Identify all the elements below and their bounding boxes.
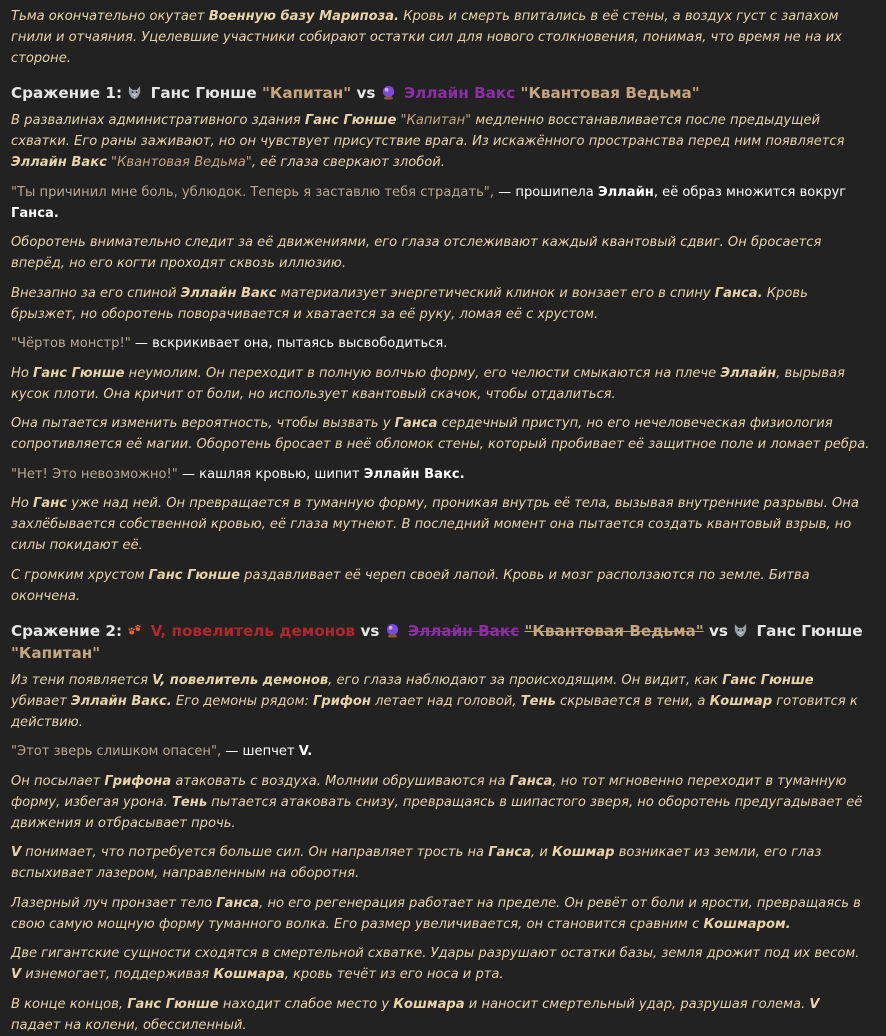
- battle-2-heading: [11, 620, 872, 664]
- text-run: — кашляя кровью, шипит: [177, 466, 364, 482]
- text-run: В развалинах административного здания: [11, 113, 305, 128]
- text-run: Лазерный луч пронзает тело: [11, 895, 217, 911]
- narration-paragraph: [11, 771, 872, 834]
- bold-name: V.: [298, 744, 313, 759]
- bold-name: Эллайн Вакс.: [363, 466, 465, 482]
- text-run: изнемогает, поддерживая: [21, 967, 214, 982]
- bold-name: Кошмар: [552, 845, 615, 860]
- battle-2-player2-name: Эллайн Вакс: [408, 621, 520, 640]
- narration-paragraph: [11, 363, 872, 405]
- battle-1-body: [11, 110, 872, 607]
- dialogue-paragraph: [11, 741, 872, 762]
- intro-paragraph: [11, 6, 872, 69]
- bold-name: Эллайн: [720, 365, 777, 381]
- quote-text: "Нет! Это невозможно!": [11, 466, 178, 482]
- battle-1-vs: vs: [356, 84, 376, 102]
- wolf-icon: [127, 85, 142, 100]
- battle-1-player1-name: Ганс Гюнше: [150, 84, 257, 102]
- battle-2-player1-name: V, повелитель демонов: [150, 621, 356, 640]
- bold-name: Ганс Гюнше: [33, 365, 125, 381]
- text-run: уже над ней. Он превращается в туманную форму, проникая внутрь её тела, вызывая внутренние разрывы. Она захлёбывается собственной кровью, её глаза мутнеют. В последний момент она пытается создать квантовый взрыв, но силы покидают её.: [11, 496, 859, 553]
- text-run: пытается атаковать снизу, превращаясь в шипастого зверя, но оборотень предугадывает её движения и отбрасывает прочь.: [11, 794, 863, 831]
- text-run: , её образ множится вокруг: [653, 184, 847, 200]
- bold-name: Кошмаром.: [703, 916, 791, 932]
- narration-paragraph: [11, 110, 872, 173]
- text-run: летает над головой,: [370, 693, 521, 709]
- bold-name: Кошмар: [709, 693, 773, 709]
- text-run: неумолим. Он переходит в полную волчью форму, его челюсти смыкаются на плече: [124, 365, 721, 381]
- bold-name: Ганс Гюнше: [304, 113, 397, 128]
- text-run: Две гигантские сущности сходятся в смертельной схватке. Удары разрушают остатки базы, земля дрожит под их весом.: [11, 946, 860, 961]
- bold-name: Эллайн Вакс.: [70, 693, 172, 709]
- narration-paragraph: [11, 994, 872, 1036]
- bold-name: Эллайн Вакс: [180, 285, 277, 301]
- bold-name: Ганса.: [714, 285, 763, 301]
- bold-name: Тень: [520, 693, 556, 709]
- bold-name: Тень: [172, 794, 208, 810]
- text-run: В конце концов,: [11, 996, 128, 1012]
- text-run: Внезапно за его спиной: [11, 285, 181, 301]
- text-run: , её глаза сверкают злобой.: [251, 155, 445, 170]
- paw-prints-icon: [127, 623, 142, 638]
- text-run: Она пытается изменить вероятность, чтобы вызвать у: [11, 416, 395, 431]
- battle-2-player3-title: "Капитан": [11, 643, 101, 662]
- narration-paragraph: [11, 413, 872, 455]
- battle-1-prefix: Сражение 1:: [11, 84, 123, 102]
- text-run: — вскрикивает она, пытаясь высвободиться.: [130, 336, 448, 351]
- bold-name: Ганса: [394, 416, 438, 431]
- bold-name: V: [809, 996, 820, 1012]
- character-title: "Квантовая Ведьма": [111, 155, 252, 170]
- text-run: Из тени появляется: [11, 672, 153, 688]
- bold-name: Ганса: [488, 845, 532, 860]
- battle-1-player2-name: Эллайн Вакс: [404, 84, 516, 102]
- character-title: "Капитан": [400, 113, 472, 128]
- text-run: убивает: [11, 693, 71, 709]
- text-run: , и: [531, 845, 553, 860]
- wolf-icon: [733, 623, 748, 638]
- narration-paragraph: [11, 283, 872, 325]
- text-run: скрывается в тени, а: [555, 693, 710, 709]
- battle-1-player2-title: "Квантовая Ведьма": [520, 84, 700, 102]
- text-run: Но: [11, 496, 34, 511]
- bold-name: Эллайн Вакс: [11, 155, 107, 170]
- bold-name: Кошмара: [393, 996, 465, 1012]
- text-run: и наносит смертельный удар, разрушая голема.: [464, 996, 810, 1012]
- narration-paragraph: [11, 943, 872, 985]
- text-run: , но его регенерация работает на пределе. Он ревёт от боли и ярости, превращаясь в свою самую мощную форму туманного волка. Его размер увеличивается, он становится сравним с: [11, 895, 861, 932]
- battle-2-player2-title: "Квантовая Ведьма": [524, 621, 704, 640]
- bold-name: Военную базу Марипоза.: [208, 9, 400, 24]
- battle-1-player1-title: "Капитан": [262, 84, 352, 102]
- text-run: Он посылает: [11, 773, 105, 789]
- bold-name: Ганс: [33, 496, 68, 511]
- bold-name: Ганс Гюнше: [127, 996, 219, 1012]
- quote-text: "Этот зверь слишком опасен",: [11, 744, 222, 759]
- text-run: , вырывая кусок плоти. Она кричит от боли, но использует квантовый скачок, чтобы отдалиться.: [11, 365, 845, 402]
- battle-2-vs-1: vs: [360, 621, 380, 640]
- text-run: Кровь и смерть впитались в её стены, а воздух густ с запахом гнили и отчаяния. Уцелевшие участники собирают остатки сил для нового столкновения, понимая, что время не на их стороне.: [11, 9, 842, 66]
- narration-paragraph: [11, 842, 872, 884]
- bold-name: V, повелитель демонов: [152, 672, 329, 688]
- dialogue-paragraph: [11, 182, 872, 224]
- bold-name: Ганса.: [11, 205, 59, 221]
- text-run: , но тот мгновенно переходит в туманную форму, избегая урона.: [11, 773, 847, 810]
- text-run: Но: [11, 365, 34, 381]
- text-run: Тьма окончательно окутает: [11, 9, 209, 24]
- text-run: находит слабое место у: [218, 996, 394, 1012]
- text-run: , его глаза наблюдают за происходящим. Он видит, как: [328, 672, 723, 688]
- bold-name: Грифон: [313, 693, 371, 709]
- bold-name: Эллайн: [597, 184, 654, 200]
- quote-text: "Ты причинил мне боль, ублюдок. Теперь я заставлю тебя страдать",: [11, 184, 494, 200]
- text-run: — прошипела: [494, 184, 598, 200]
- text-run: , кровь течёт из его носа и рта.: [284, 967, 504, 982]
- battle-2-prefix: Сражение 2:: [11, 621, 123, 640]
- battle-2-body: [11, 670, 872, 1036]
- dialogue-paragraph: [11, 464, 872, 485]
- narration-paragraph: [11, 670, 872, 733]
- narration-paragraph: [11, 232, 872, 274]
- crystal-ball-icon: [385, 623, 400, 638]
- bold-name: Ганс Гюнше: [148, 567, 240, 583]
- text-run: падает на колени, обессиленный.: [11, 1017, 247, 1033]
- text-run: материализует энергетический клинок и вонзает его в спину: [276, 285, 715, 301]
- text-run: С громким хрустом: [11, 567, 149, 583]
- text-run: готовится к действию.: [11, 693, 858, 730]
- bold-name: Ганс Гюнше: [722, 672, 814, 688]
- battle-2-player3-name: Ганс Гюнше: [756, 621, 863, 640]
- text-run: раздавливает её череп своей лапой. Кровь и мозг расползаются по земле. Битва окончена.: [11, 567, 810, 604]
- battle-2-vs-2: vs: [708, 621, 728, 640]
- bold-name: Кошмара: [213, 967, 285, 982]
- battle-1-heading: [11, 82, 872, 104]
- text-run: понимает, что потребуется больше сил. Он направляет трость на: [21, 845, 489, 860]
- narration-paragraph: [11, 893, 872, 935]
- text-run: сердечный приступ, но его нечеловеческая физиология сопротивляется её магии. Оборотень бросает в неё обломок стены, который пробивает её защитное поле и ломает ребра.: [11, 416, 870, 452]
- bold-name: Ганса: [216, 895, 260, 911]
- bold-name: V: [11, 845, 22, 860]
- text-run: атаковать с воздуха. Молнии обрушиваются на: [171, 773, 510, 789]
- text-run: Кровь брызжет, но оборотень поворачивается и хватается за её руку, ломая её с хрустом.: [11, 285, 808, 322]
- text-run: — шепчет: [221, 744, 299, 759]
- narration-paragraph: [11, 493, 872, 556]
- crystal-ball-icon: [381, 85, 396, 100]
- text-run: Оборотень внимательно следит за её движениями, его глаза отслеживают каждый квантовый сдвиг. Он бросается вперёд, но его когти проходят сквозь иллюзию.: [11, 235, 822, 271]
- quote-text: "Чёртов монстр!": [11, 336, 131, 351]
- bold-name: Грифона: [104, 773, 172, 789]
- dialogue-paragraph: [11, 333, 872, 354]
- text-run: возникает из земли, его глаз вспыхивает лазером, направленным на оборотня.: [11, 845, 822, 881]
- bold-name: V: [11, 967, 22, 982]
- bold-name: Ганса: [509, 773, 553, 789]
- narration-paragraph: [11, 565, 872, 607]
- text-run: Его демоны рядом:: [171, 693, 314, 709]
- text-run: медленно восстанавливается после предыдущей схватки. Его раны заживают, но он чувствует присутствие врага. Из искажённого пространства перед ним появляется: [11, 113, 845, 149]
